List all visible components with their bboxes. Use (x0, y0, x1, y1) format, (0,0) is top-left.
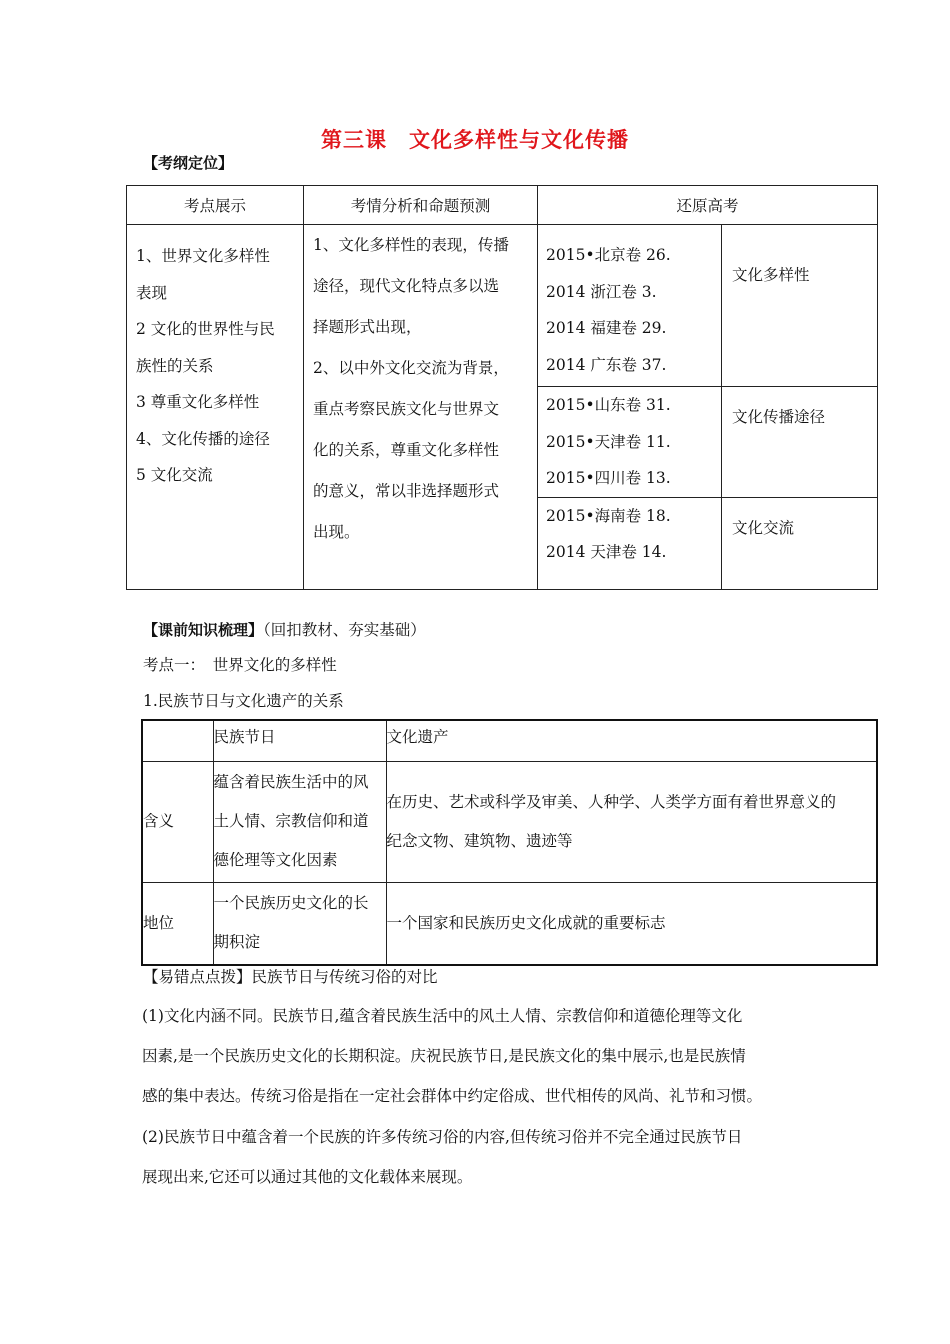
paragraph-line: (2)民族节日中蕴含着一个民族的许多传统习俗的内容,但传统习俗并不完全通过民族节日 (142, 1128, 743, 1146)
paragraph-line: 感的集中表达。传统习俗是指在一定社会群体中约定俗成、世代相传的风尚、礼节和习惯。 (142, 1087, 763, 1105)
section-heading-outline: 【考纲定位】 (143, 154, 234, 172)
exam-ref: 2015•天津卷 11. (546, 432, 671, 451)
analysis-line: 择题形式出现， (313, 318, 422, 336)
heritage-cell (386, 882, 877, 965)
exam-point-line: 表现 (136, 283, 168, 302)
topic-label: 文化交流 (732, 518, 795, 537)
exam-point-line: 5 文化交流 (136, 466, 213, 484)
analysis-cell (304, 225, 538, 590)
tip-title: 民族节日与传统习俗的对比 (251, 968, 438, 986)
table-header: 考点展示 (127, 186, 304, 225)
page-title: 第三课 文化多样性与文化传播 (321, 128, 629, 152)
exam-list-cell (538, 497, 722, 589)
heritage-cell (386, 761, 877, 882)
row-label: 含义 (142, 761, 213, 882)
cell-line: 蕴含着民族生活中的风 (213, 773, 369, 791)
section-heading-bold: 【课前知识梳理】 (143, 621, 264, 639)
paragraph-line: 展现出来,它还可以通过其他的文化载体来展现。 (142, 1168, 473, 1186)
cell-line: 德伦理等文化因素 (213, 851, 338, 869)
topic-label: 文化多样性 (732, 266, 810, 284)
section-heading-note: （回扣教材、夯实基础） (263, 621, 426, 639)
cell-line: 纪念文物、建筑物、遗迹等 (386, 831, 573, 850)
table-header: 文化遗产 (386, 720, 877, 761)
festival-cell (213, 882, 386, 965)
exam-ref: 2015•北京卷 26. (546, 246, 671, 264)
cell-line: 土人情、宗教信仰和道 (213, 812, 369, 830)
cell-line: 一个民族历史文化的长 (213, 894, 369, 913)
section-heading-knowledge (143, 618, 426, 640)
exam-point-line: 族性的关系 (136, 356, 214, 375)
analysis-line: 化的关系，尊重文化多样性 (313, 441, 500, 459)
table-header: 考情分析和命题预测 (304, 186, 538, 225)
row-label: 地位 (142, 882, 213, 965)
analysis-line: 途径，现代文化特点多以选 (313, 277, 500, 295)
exam-point-line: 3 尊重文化多样性 (136, 393, 260, 411)
topic-cell (722, 497, 878, 589)
topic-cell (722, 225, 878, 387)
paragraph-line: (1)文化内涵不同。民族节日,蕴含着民族生活中的风土人情、宗教信仰和道德伦理等文化 (142, 1007, 743, 1025)
festival-heritage-table (141, 719, 878, 966)
exam-outline-table (126, 185, 878, 590)
analysis-line: 重点考察民族文化与世界文 (313, 400, 500, 418)
paragraph-1 (142, 996, 762, 1116)
kaodian-heading: 考点一： 世界文化的多样性 (143, 656, 337, 674)
cell-line: 期积淀 (213, 933, 261, 952)
analysis-line: 1、文化多样性的表现，传播 (313, 236, 509, 254)
tip-heading (143, 965, 438, 987)
cell-line: 在历史、艺术或科学及审美、人种学、人类学方面有着世界意义的 (386, 792, 837, 811)
exam-ref: 2015•山东卷 31. (546, 396, 671, 414)
exam-ref: 2015•海南卷 18. (546, 506, 671, 525)
item-heading: 1.民族节日与文化遗产的关系 (143, 692, 344, 710)
table-header: 民族节日 (213, 720, 386, 761)
exam-points-cell (127, 225, 304, 590)
festival-cell (213, 761, 386, 882)
exam-list-cell (538, 225, 722, 387)
analysis-line: 的意义，常以非选择题形式 (313, 482, 500, 500)
topic-label: 文化传播途径 (732, 408, 826, 426)
exam-ref: 2014 浙江卷 3. (546, 282, 657, 301)
exam-ref: 2014 天津卷 14. (546, 543, 667, 561)
topic-cell (722, 387, 878, 498)
analysis-line: 出现。 (313, 523, 360, 541)
paragraph-line: 因素,是一个民族历史文化的长期积淀。庆祝民族节日,是民族文化的集中展示,也是民族情 (142, 1047, 746, 1065)
cell-line: 一个国家和民族历史文化成就的重要标志 (386, 913, 666, 932)
exam-ref: 2014 福建卷 29. (546, 319, 667, 337)
exam-list-cell (538, 387, 722, 498)
table-header: 还原高考 (538, 186, 878, 225)
table-header (142, 720, 213, 761)
tip-bracket: 【易错点点拨】 (143, 968, 252, 986)
analysis-line: 2、以中外文化交流为背景， (313, 359, 509, 377)
exam-point-line: 4、文化传播的途径 (136, 429, 270, 448)
paragraph-2 (142, 1117, 742, 1197)
exam-ref: 2014 广东卷 37. (546, 355, 667, 374)
exam-ref: 2015•四川卷 13. (546, 469, 671, 487)
exam-point-line: 1、世界文化多样性 (136, 247, 270, 265)
exam-point-line: 2 文化的世界性与民 (136, 320, 275, 338)
